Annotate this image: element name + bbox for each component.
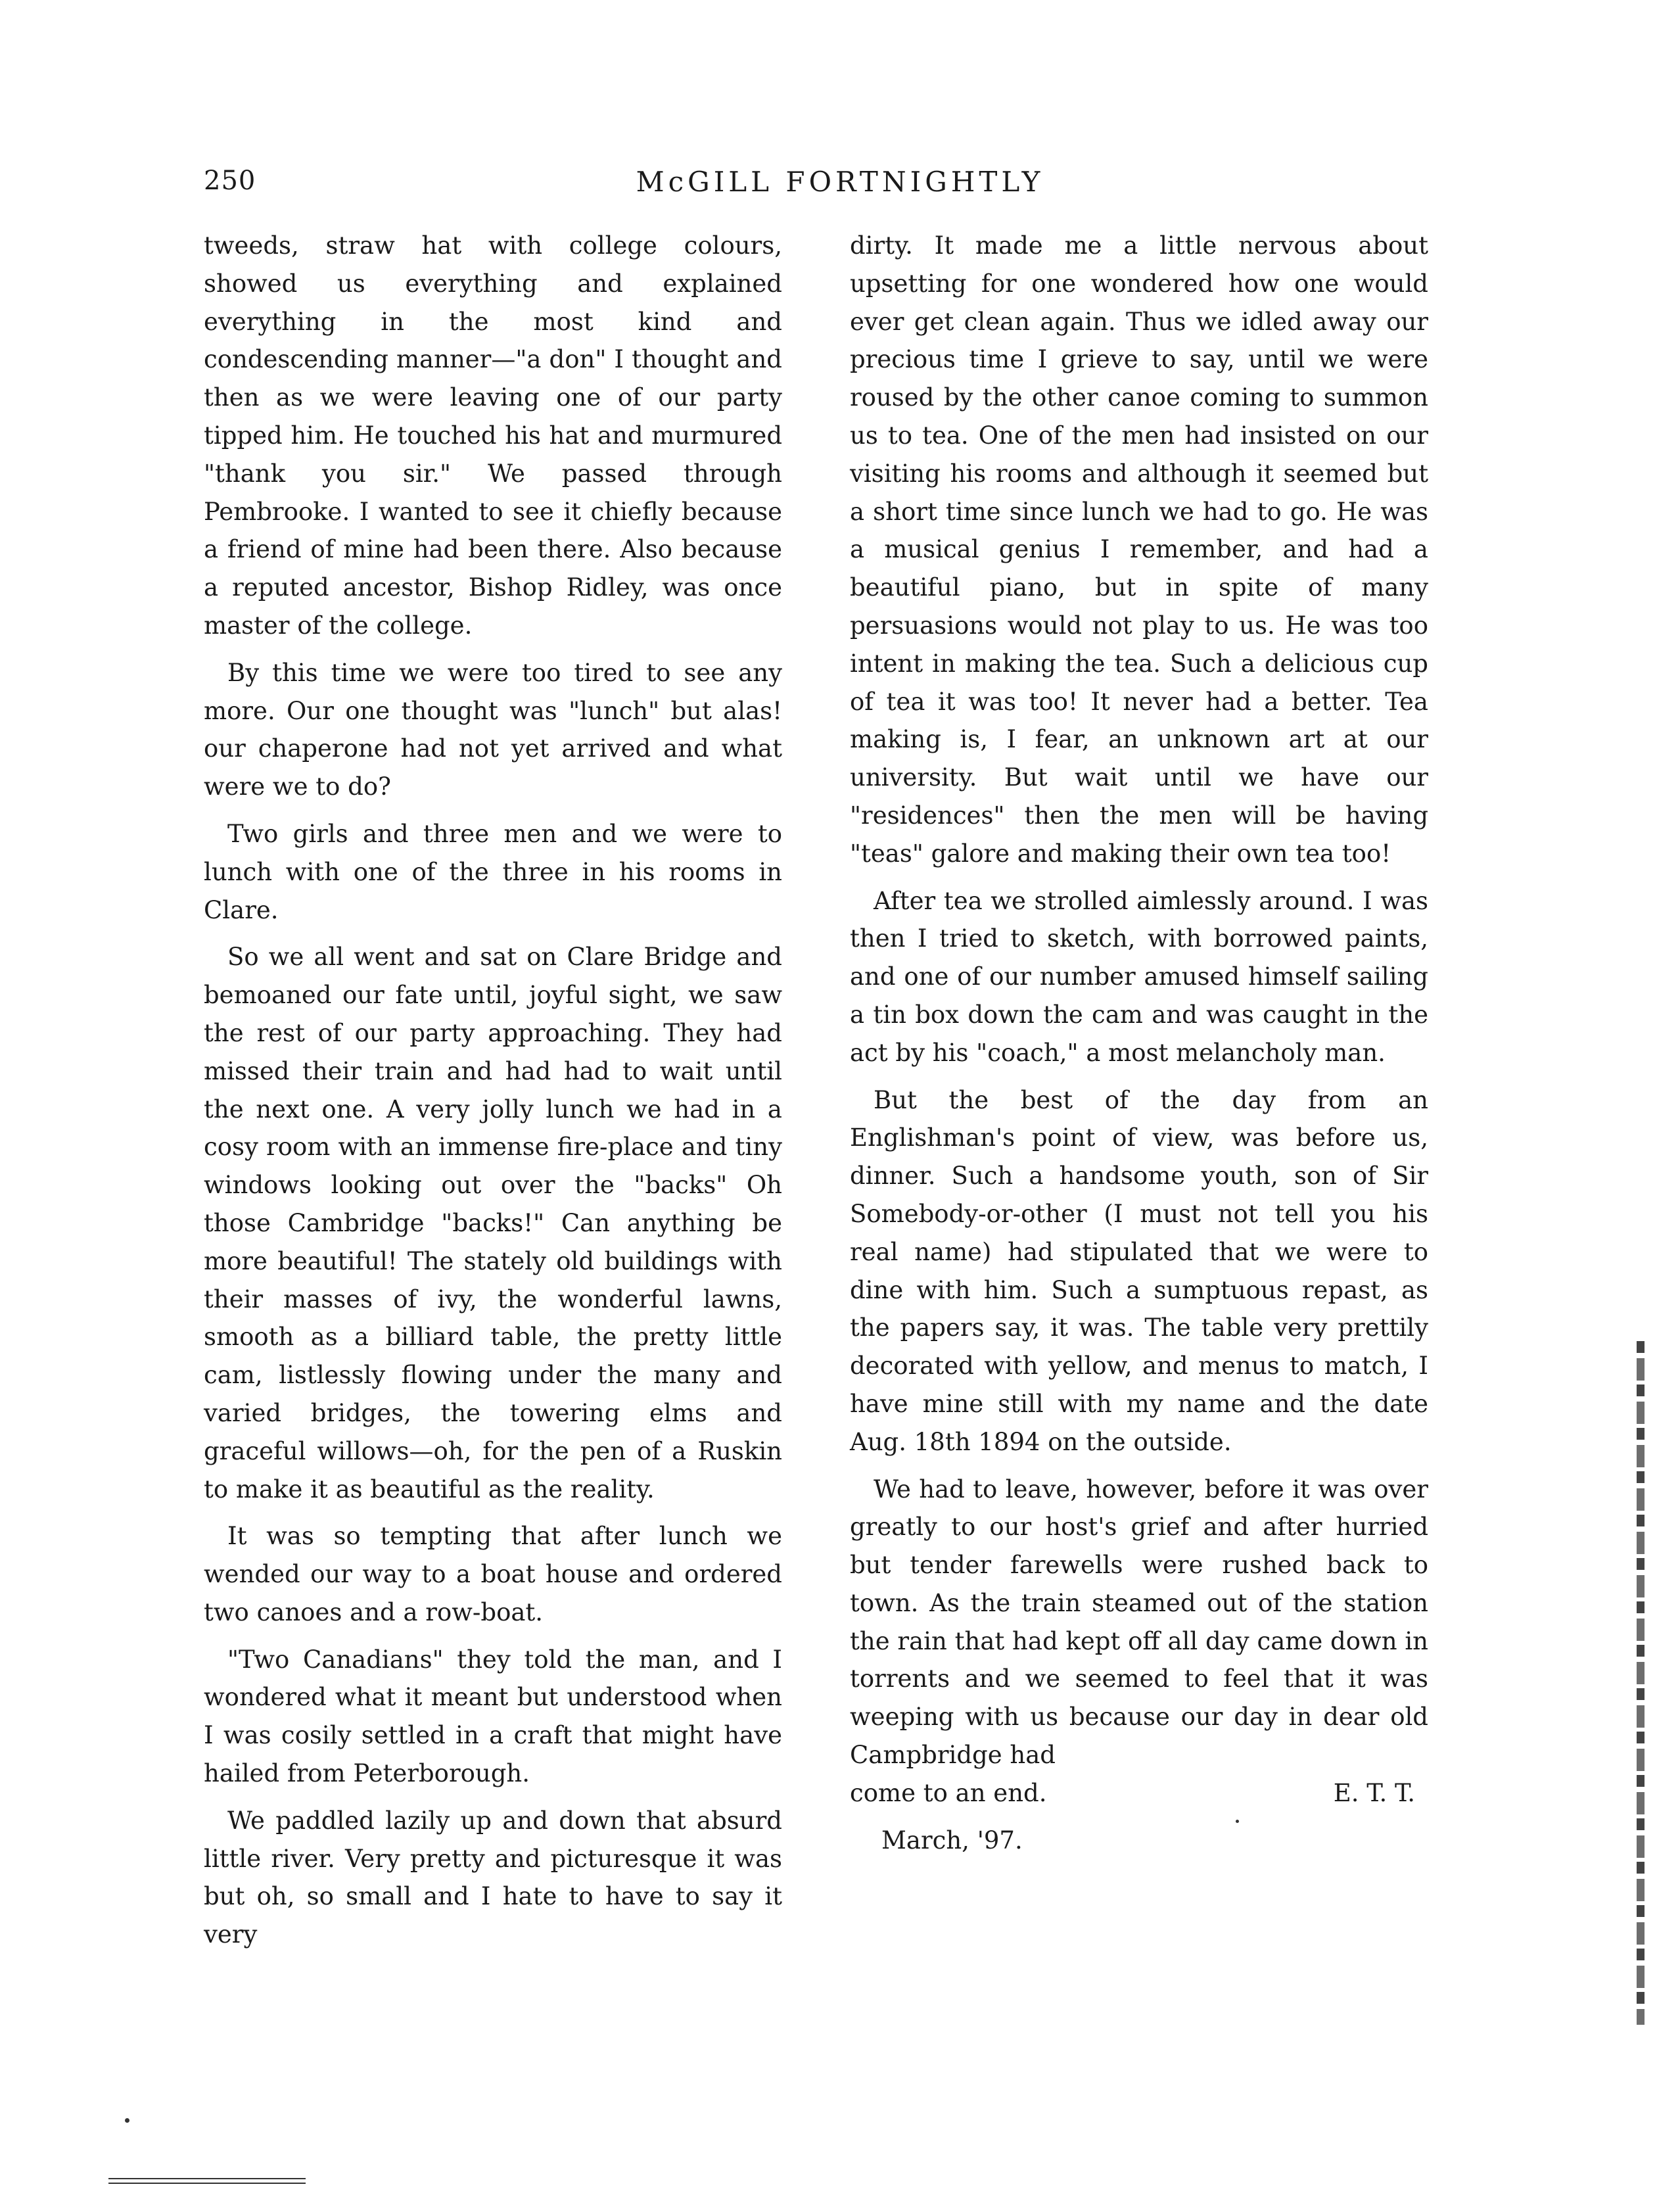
running-head: McGILL FORTNIGHTLY — [636, 166, 1044, 198]
scan-edge-artifact — [1637, 1341, 1645, 2025]
paragraph: It was so tempting that after lunch we wended our way to a boat house and ordered two canoes and a row-boat. — [204, 1522, 782, 1626]
page-number: 250 — [204, 166, 256, 196]
scan-speck — [1236, 1820, 1239, 1823]
paragraph: By this time we were too tired to see any more. Our one thought was "lunch" but alas! our chaperone had not yet arrived and what were we to do? — [204, 658, 782, 801]
paragraph: We paddled lazily up and down that absurd little river. Very pretty and picturesque it was but oh, so small and I hate to have to say it very — [204, 1806, 782, 1949]
paragraph: "Two Canadians" they told the man, and I wondered what it meant but understood when I was cosily settled in a craft that might have hailed from Peterborough. — [204, 1645, 782, 1788]
paragraph: Two girls and three men and we were to lunch with one of the three in his rooms in Clare. — [204, 819, 782, 924]
closing-text: We had to leave, however, before it was over greatly to our host's grief and after hurried but tender farewells were rushed back to town. As the train steamed out of the station the rain that had kept off all day came down in torrents and we seemed to feel that it was weeping with us because our day in dear old Campbridge had — [850, 1475, 1428, 1770]
paragraph: After tea we strolled aimlessly around. I was then I tried to sketch, with borrowed paints, and one of our number amused himself sailing a tin box down the cam and was caught in the act by his "coach," a most melancholy man. — [850, 886, 1428, 1067]
paragraph: tweeds, straw hat with college colours, showed us everything and explained everything in the most kind and condescending manner—"a don" I thought and then as we were leaving one of our party tipped him. He touched his hat and murmured "thank you sir." We passed through Pembrooke. I wanted to see it chiefly because a friend of mine had been there. Also because a reputed ancestor, Bishop Ridley, was once master of the college. — [204, 231, 782, 640]
author-signature: E. T. T. — [1333, 1778, 1415, 1807]
scan-speck — [125, 2118, 129, 2123]
closing-last-line: come to an end. — [850, 1778, 1047, 1807]
paragraph: dirty. It made me a little nervous about upsetting for one wondered how one would ever get clean again. Thus we idled away our precious time I grieve to say, until we were roused by the other canoe coming to summon us to tea. One of the men had insisted on our visiting his rooms and although it seemed but a short time since lunch we had to go. He was a musical genius I remember, and had a beautiful piano, but in spite of many persuasions would not play to us. He was too intent in making the tea. Such a delicious cup of tea it was too! It never had a better. Tea making is, I fear, an unknown art at our university. But wait until we have our "residences" then the men will be having "teas" galore and making their own tea too! — [850, 231, 1428, 868]
scan-rule-artifact — [108, 2178, 306, 2184]
right-column — [850, 227, 1428, 1859]
paragraph: So we all went and sat on Clare Bridge and bemoaned our fate until, joyful sight, we saw the rest of our party approaching. They had missed their train and had had to wait until the next one. A very jolly lunch we had in a cosy room with an immense fire-place and tiny windows looking out over the "backs" Oh those Cambridge "backs!" Can anything be more beautiful! The stately old buildings with their masses of ivy, the wonderful lawns, smooth as a billiard table, the pretty little cam, listlessly flowing under the many and varied bridges, the towering elms and graceful willows—oh, for the pen of a Ruskin to make it as beautiful as the reality. — [204, 943, 782, 1503]
closing-paragraph — [850, 1471, 1428, 1774]
signature-row — [850, 1774, 1428, 1812]
dateline: March, '97. — [881, 1826, 1023, 1855]
paragraph: But the best of the day from an Englishman's point of view, was before us, dinner. Such a handsome youth, son of Sir Somebody-or-other (I must not tell you his real name) had stipulated that we were to dine with him. Such a sumptuous repast, as the papers say, it was. The table very prettily decorated with yellow, and menus to match, I have mine still with my name and the date Aug. 18th 1894 on the outside. — [850, 1085, 1428, 1456]
left-column — [204, 227, 782, 1963]
